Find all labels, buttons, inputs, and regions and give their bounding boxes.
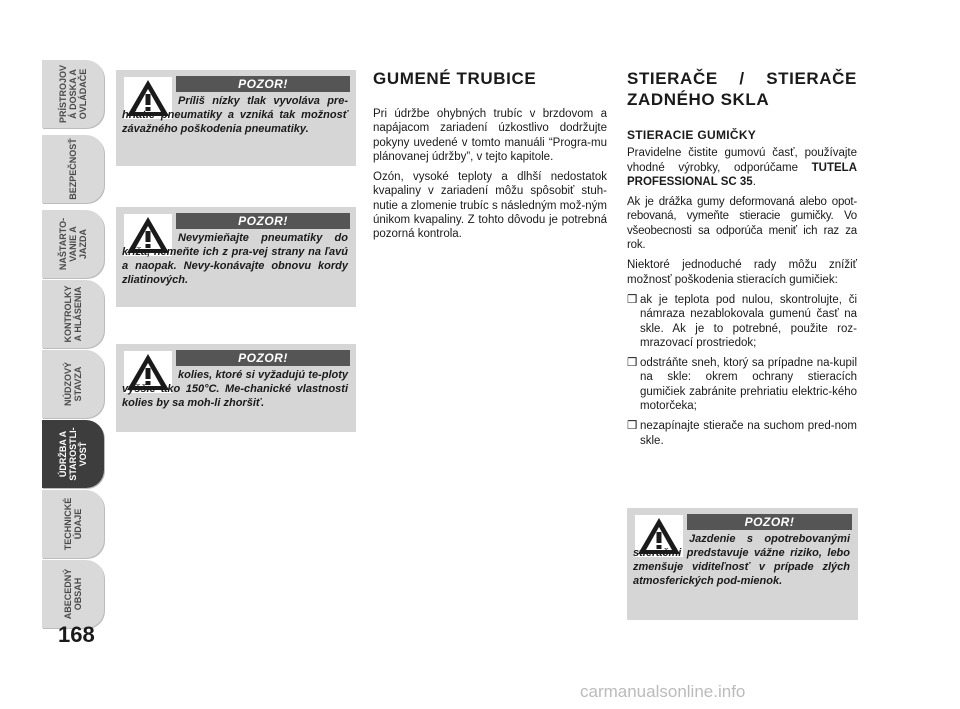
- paragraph: Niektoré jednoduché rady môžu znížiť možnosť poškodenia stieracích gumičiek:: [627, 259, 857, 286]
- paragraph: Ozón, vysoké teploty a dlhší nedostatok kvapaliny v zariadení môžu spôsobiť stuh-nutie a zlomenie trubíc s následným mož-ným únikom kvapaliny. Z tohto dôvodu je potrebná pozorná kontrola.: [373, 171, 607, 241]
- warning-title: POZOR!: [176, 76, 350, 92]
- warning-text: Nevymieňajte pneumatiky do kríža, nemeňte ich z pra-vej strany na ľavú a naopak. Nevy-konávajte obnovu kordy zliatinových.: [122, 232, 348, 286]
- middle-column: [373, 68, 607, 248]
- tab-pristrojova-doska[interactable]: PRÍSTROJOV Á DOSKA A OVLÁDAČE: [42, 60, 104, 128]
- warning-box: [116, 207, 356, 307]
- list-item: ❒ nezapínajte stierače na suchom pred-nom skle.: [627, 420, 857, 447]
- warning-text: Príliš nízky tlak vyvoláva pre-hriatie pneumatiky a vzniká tak možnosť závažného poškodenia pneumatiky.: [122, 95, 348, 135]
- warning-box: [116, 344, 356, 432]
- warning-box: [116, 70, 356, 166]
- list-item: ❒ odstráňte sneh, ktorý sa prípadne na-kupil na skle: okrem ochrany stieracích gumičiek zabránite prehriatiu elektric-kého motorčeka;: [627, 357, 857, 413]
- warning-text: kolies, ktoré si vyžadujú te-ploty vyššie ako 150°C. Me-chanické vlastnosti kolies by sa moh-li zhoršiť.: [122, 369, 348, 409]
- watermark-text: carmanualsonline.info: [580, 682, 746, 701]
- tab-nastartovanie[interactable]: NAŠTARTO- VANIE A JAZDA: [42, 210, 104, 278]
- paragraph: Pravidelne čistite gumovú časť, používajte vhodné výrobky, odporúčame TUTELA PROFESSIONAL SC 35.: [627, 147, 857, 188]
- product-name: TUTELA PROFESSIONAL SC 35: [627, 161, 857, 188]
- paragraph: Ak je drážka gumy deformovaná alebo opot-rebovaná, vymeňte stieracie gumičky. Vo všeobecnosti sa odporúča meniť ich raz za rok.: [627, 196, 857, 252]
- warning-box: [627, 508, 858, 620]
- tab-udrzba-active[interactable]: ÚDRŽBA A STAROSTLI- VOSŤ: [42, 420, 104, 488]
- checkbox-bullet-icon: ❒: [627, 293, 638, 306]
- right-column: [627, 68, 857, 454]
- checkbox-bullet-icon: ❒: [627, 420, 638, 433]
- tab-bezpecnost[interactable]: BEZPEČNOSŤ: [42, 135, 104, 203]
- tab-technicke-udaje[interactable]: TECHNICKÉ ÚDAJE: [42, 490, 104, 558]
- section-heading: STIERAČE / STIERAČE ZADNÉHO SKLA: [627, 69, 857, 109]
- checkbox-bullet-icon: ❒: [627, 357, 638, 370]
- warning-title: POZOR!: [687, 514, 852, 530]
- warning-text: Jazdenie s opotrebovanými stieračmi predstavuje vážne riziko, lebo zmenšuje viditeľnosť v prípade zlých atmosferických pod-mienok.: [633, 533, 850, 587]
- subsection-heading: STIERACIE GUMIČKY: [627, 128, 757, 142]
- tab-abecedny-obsah[interactable]: ABECEDNÝ OBSAH: [42, 560, 104, 628]
- tab-nudzovy-stav[interactable]: NÚDZOVÝ STAVZA: [42, 350, 104, 418]
- tab-kontrolky[interactable]: KONTROLKY A HLÁSENIA: [42, 280, 104, 348]
- page-number: 168: [58, 622, 95, 647]
- paragraph: Pri údržbe ohybných trubíc v brzdovom a napájacom zariadení úzkostlivo dodržujte pokyny uvedené v tomto manuáli “Progra-mu plánovanej údržby”, v tejto kapitole.: [373, 108, 607, 163]
- warning-title: POZOR!: [176, 213, 350, 229]
- warning-title: POZOR!: [176, 350, 350, 366]
- section-heading: GUMENÉ TRUBICE: [373, 69, 537, 88]
- list-item: ❒ ak je teplota pod nulou, skontrolujte, či námraza nezablokovala gumenú časť na skle. Ak je to potrebné, použite roz-mrazovací prostriedok;: [627, 293, 857, 349]
